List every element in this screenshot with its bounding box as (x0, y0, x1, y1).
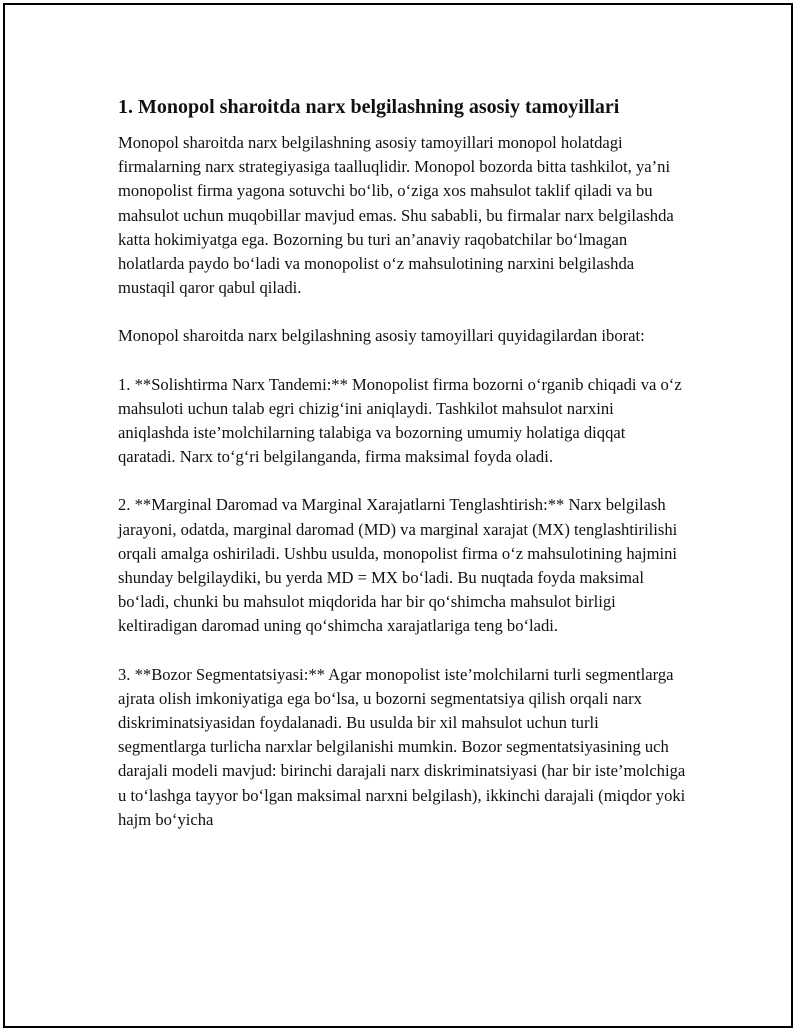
principles-intro-paragraph: Monopol sharoitda narx belgilashning asosiy tamoyillari quyidagilardan iborat: (118, 326, 645, 346)
principle-2-paragraph: 2. **Marginal Daromad va Marginal Xarajatlarni Tenglashtirish:** Narx belgilash jarayoni, odatda, marginal daromad (MD) va marginal xarajat (MX) tenglashtirilishi orqali amalga oshiriladi. Ushbu usulda, monopolist firma o‘z mahsulotining hajmini shunday belgilaydiki, bu yerda MD = MX bo‘ladi. Bu nuqtada foyda maksimal bo‘ladi, chunki bu mahsulot miqdorida har bir qo‘shimcha mahsulot birligi keltiradigan daromad uning qo‘shimcha xarajatlariga teng bo‘ladi. (118, 495, 678, 636)
principle-3-paragraph: 3. **Bozor Segmentatsiyasi:** Agar monopolist iste’molchilarni turli segmentlarga ajrata olish imkoniyatiga ega bo‘lsa, u bozorni segmentatsiya qilish orqali narx diskriminatsiyasidan foydalanadi. Bu usulda bir xil mahsulot uchun turli segmentlarga turlicha narxlar belgilanishi mumkin. Bozor segmentatsiyasining uch darajali modeli mavjud: birinchi darajali narx diskriminatsiyasi (har bir iste’molchiga u to‘lashga tayyor bo‘lgan maksimal narxni belgilash), ikkinchi darajali (miqdor yoki hajm bo‘yicha (118, 664, 686, 829)
document-body (118, 93, 686, 856)
principle-1-paragraph: 1. **Solishtirma Narx Tandemi:** Monopolist firma bozorni o‘rganib chiqadi va o‘z mahsuloti uchun talab egri chizig‘ini aniqlaydi. Tashkilot mahsulot narxini aniqlashda iste’molchilarning talabiga va bozorning umumiy holatiga diqqat qaratadi. Narx to‘g‘ri belgilanganda, firma maksimal foyda oladi. (118, 374, 682, 467)
section-heading: 1. Monopol sharoitda narx belgilashning asosiy tamoyillari (118, 96, 620, 118)
intro-paragraph: Monopol sharoitda narx belgilashning asosiy tamoyillari monopol holatdagi firmalarning narx strategiyasiga taalluqlidir. Monopol bozorda bitta tashkilot, ya’ni monopolist firma yagona sotuvchi bo‘lib, o‘ziga xos mahsulot taklif qiladi va bu mahsulot uchun muqobillar mavjud emas. Shu sababli, bu firmalar narx belgilashda katta hokimiyatga ega. Bozorning bu turi an’anaviy raqobatchilar bo‘lmagan holatlarda paydo bo‘ladi va monopolist o‘z mahsulotining narxini belgilashda mustaqil qaror qabul qiladi. (118, 133, 674, 298)
